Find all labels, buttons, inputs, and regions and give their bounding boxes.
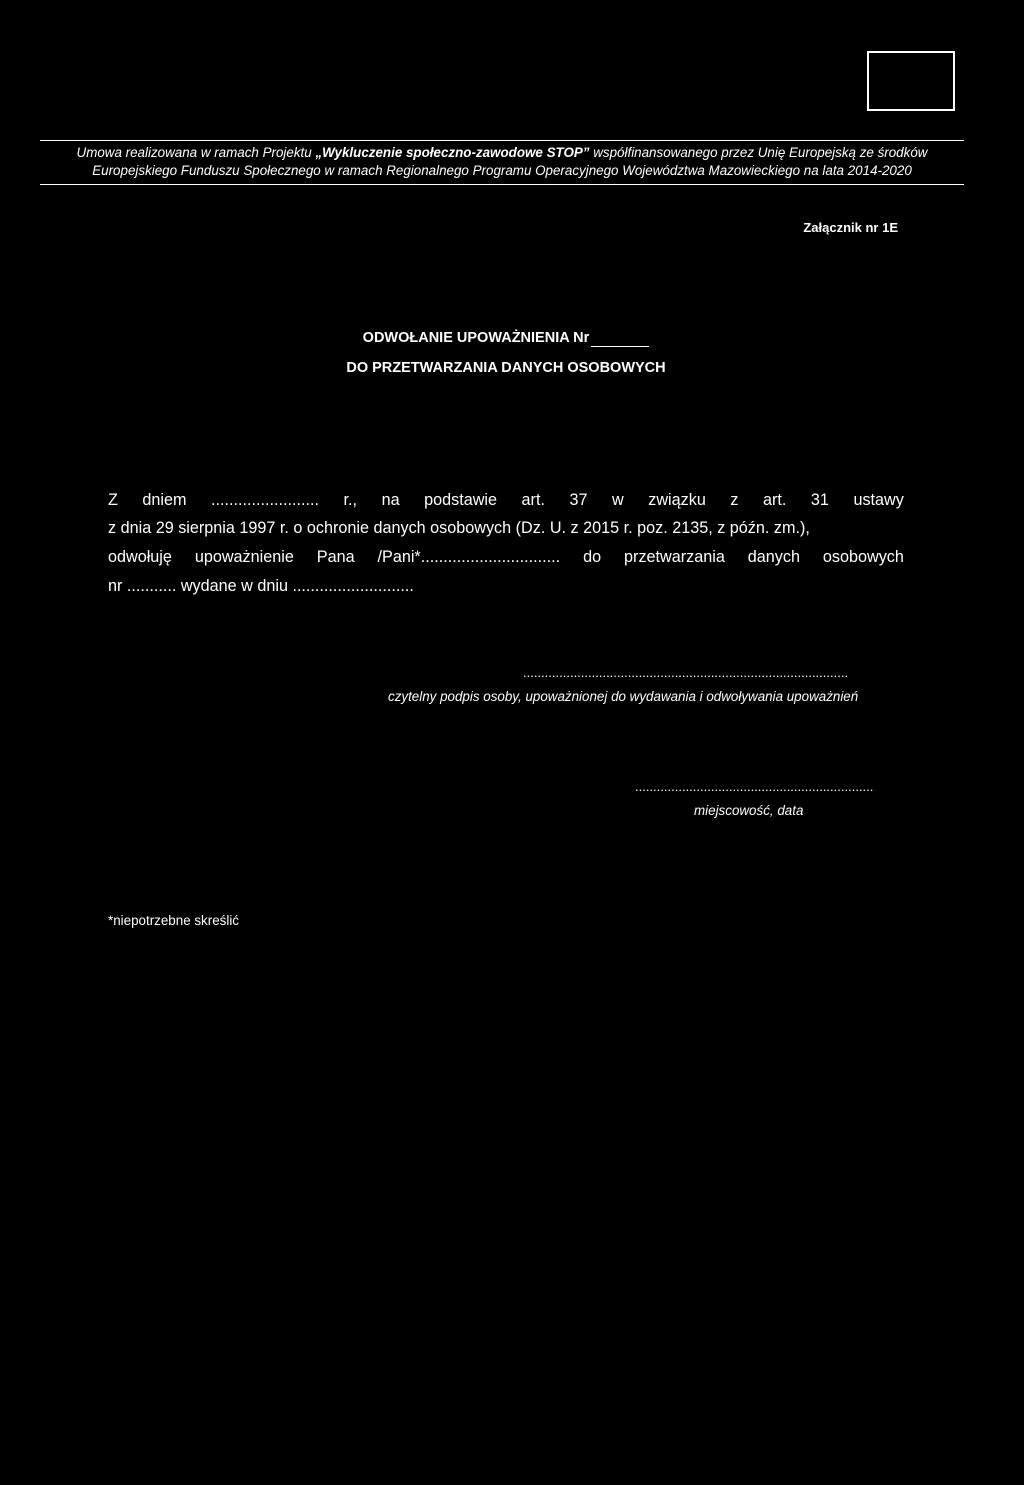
date-blank: ........................: [211, 491, 319, 509]
body-line-4: nr ........... wydane w dniu ...........................: [108, 577, 414, 595]
header-bottom-rule: [40, 184, 964, 185]
body-word: odwołuję: [108, 548, 172, 566]
body-word: związku: [648, 491, 706, 509]
body-word: 31: [810, 491, 829, 509]
body-word: dniem: [142, 491, 187, 509]
header-line-1-prefix: Umowa realizowana w ramach Projektu: [76, 145, 316, 160]
body-word: ustawy: [853, 491, 904, 509]
place-date-dotted-line: ..................................................................: [635, 779, 874, 794]
body-word: danych: [747, 548, 800, 566]
header-line-1: [40, 145, 964, 160]
title-number-blank: [591, 330, 649, 347]
body-word: Pana: [316, 548, 355, 566]
body-word: do: [583, 548, 602, 566]
header-project-name: „Wykluczenie społeczno-zawodowe STOP”: [315, 145, 590, 160]
body-word: podstawie: [424, 491, 498, 509]
body-word: przetwarzania: [624, 548, 725, 566]
body-word: osobowych: [822, 548, 904, 566]
document-title-line-2: DO PRZETWARZANIA DANYCH OSOBOWYCH: [346, 360, 666, 376]
attachment-label: Załącznik nr 1E: [803, 220, 898, 235]
signature-caption: czytelny podpis osoby, upoważnionej do wydawania i odwoływania upoważnień: [388, 689, 859, 704]
body-word: art.: [762, 491, 787, 509]
body-word: w: [612, 491, 624, 509]
body-word: art.: [521, 491, 545, 509]
body-line-2: z dnia 29 sierpnia 1997 r. o ochronie danych osobowych (Dz. U. z 2015 r. poz. 2135, z późn. zm.),: [108, 519, 810, 537]
body-word: Z: [108, 491, 118, 509]
place-date-caption: miejscowość, data: [694, 803, 804, 818]
body-word: na: [381, 491, 400, 509]
header-line-2: Europejskiego Funduszu Społecznego w ramach Regionalnego Programu Operacyjnego Województwa Mazowieckiego na lata 2014-2020: [92, 163, 912, 178]
signature-dotted-line: ..........................................................................................: [523, 665, 849, 680]
footnote: *niepotrzebne skreślić: [108, 913, 239, 928]
body-word: 37: [569, 491, 588, 509]
body-word: r.,: [343, 491, 358, 509]
logo-placeholder-box: [867, 51, 955, 111]
body-word: upoważnienie: [194, 548, 294, 566]
header-top-rule: [40, 140, 964, 141]
document-title-line-1: [0, 330, 1012, 347]
body-line-3: [108, 547, 904, 567]
header-line-1-suffix: współfinansowanego przez Unię Europejską ze środków: [589, 145, 928, 160]
body-word: z: [730, 491, 739, 509]
body-line-1: [108, 490, 904, 510]
title-line-1-text: ODWOŁANIE UPOWAŻNIENIA Nr: [362, 330, 590, 346]
name-blank: /Pani*...............................: [377, 548, 561, 566]
